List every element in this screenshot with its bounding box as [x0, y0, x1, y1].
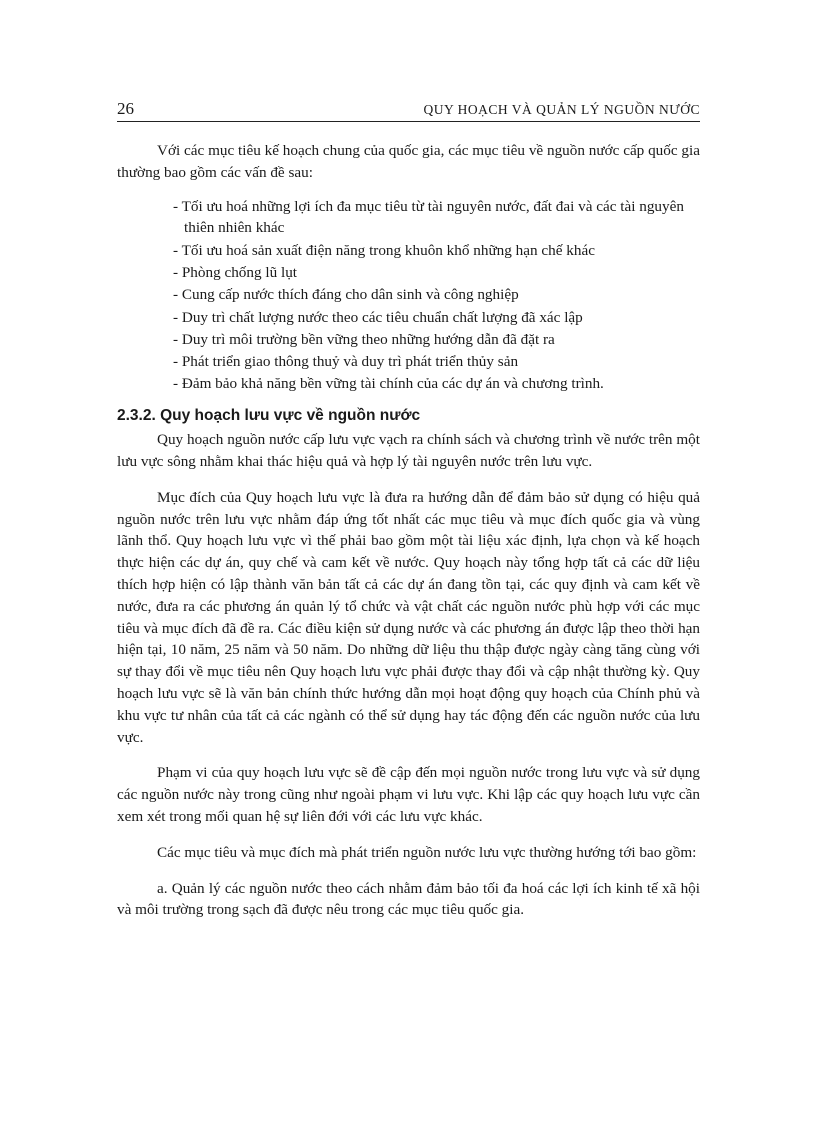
list-item: - Cung cấp nước thích đáng cho dân sinh và công nghiệp [173, 286, 519, 304]
list-item: - Phòng chống lũ lụt [173, 263, 298, 281]
list-item: - Tối ưu hoá những lợi ích đa mục tiêu từ tài nguyên nước, đất đai và các tài nguyên thiên nhiên khác [173, 197, 684, 237]
page-content [117, 140, 700, 933]
section-paragraph: Các mục tiêu và mục đích mà phát triển nguồn nước lưu vực thường hướng tới bao gồm: [157, 843, 697, 861]
intro-paragraph: Với các mục tiêu kế hoạch chung của quốc gia, các mục tiêu về nguồn nước cấp quốc gia thường bao gồm các vấn đề sau: [117, 142, 700, 181]
section-paragraph: Quy hoạch nguồn nước cấp lưu vực vạch ra chính sách và chương trình về nước trên một lưu vực sông nhằm khai thác hiệu quả và hợp lý tài nguyên nước trên lưu vực. [117, 431, 700, 471]
list-item: - Tối ưu hoá sản xuất điện năng trong khuôn khổ những hạn chế khác [173, 241, 595, 259]
running-title: QUY HOẠCH VÀ QUẢN LÝ NGUỒN NƯỚC [423, 102, 700, 117]
list-item: - Đảm bảo khả năng bền vững tài chính của các dự án và chương trình. [173, 375, 604, 393]
page-header [117, 99, 700, 122]
section-paragraph: Phạm vi của quy hoạch lưu vực sẽ đề cập đến mọi nguồn nước trong lưu vực và sử dụng các nguồn nước này trong cũng như ngoài phạm vi lưu vực. Khi lập các quy hoạch lưu vực cần xem xét trong mối quan hệ sự liên đới với các lưu vực khác. [117, 764, 700, 826]
objectives-list [117, 196, 700, 396]
section-paragraph: a. Quản lý các nguồn nước theo cách nhằm đảm bảo tối đa hoá các lợi ích kinh tế xã hội và môi trường trong sạch đã được nêu trong các mục tiêu quốc gia. [117, 879, 700, 919]
section-paragraph: Mục đích của Quy hoạch lưu vực là đưa ra hướng dẫn để đảm bảo sử dụng có hiệu quả nguồn nước trên lưu vực nhằm đáp ứng tốt nhất các mục tiêu và mục đích quốc gia và vùng lãnh thổ. Quy hoạch lưu vực vì thế phải bao gồm một tài liệu xác định, lựa chọn và kế hoạch thực hiện các dự án, quy chế và cam kết về nước. Quy hoạch này tổng hợp tất cả các dữ liệu thích hợp hiện có lập thành văn bản tất cả các dự án đang tồn tại, các quy định và cam kết về nước, đưa ra các phương án quản lý tổ chức và vật chất các nguồn nước phù hợp với các mục tiêu và mục đích đã đề ra. Các điều kiện sử dụng nước và các phương án được lập theo thời hạn hiện tại, 10 năm, 25 năm và 50 năm. Do những dữ liệu thu thập được ngày càng tăng cùng với sự thay đổi về mục tiêu nên Quy hoạch lưu vực phải được thay đổi và cập nhật thường kỳ. Quy hoạch lưu vực sẽ là văn bản chính thức hướng dẫn mọi hoạt động quy hoạch của Chính phủ và khu vực tư nhân của tất cả các ngành có thể sử dụng hay tác động đến các nguồn nước của lưu vực. [117, 488, 700, 746]
list-item: - Duy trì chất lượng nước theo các tiêu chuẩn chất lượng đã xác lập [173, 308, 583, 326]
list-item: - Phát triển giao thông thuỷ và duy trì phát triển thủy sản [173, 353, 519, 371]
page-number: 26 [117, 99, 134, 118]
list-item: - Duy trì môi trường bền vững theo những hướng dẫn đã đặt ra [173, 330, 555, 348]
section-heading: 2.3.2. Quy hoạch lưu vực về nguồn nước [117, 407, 421, 425]
